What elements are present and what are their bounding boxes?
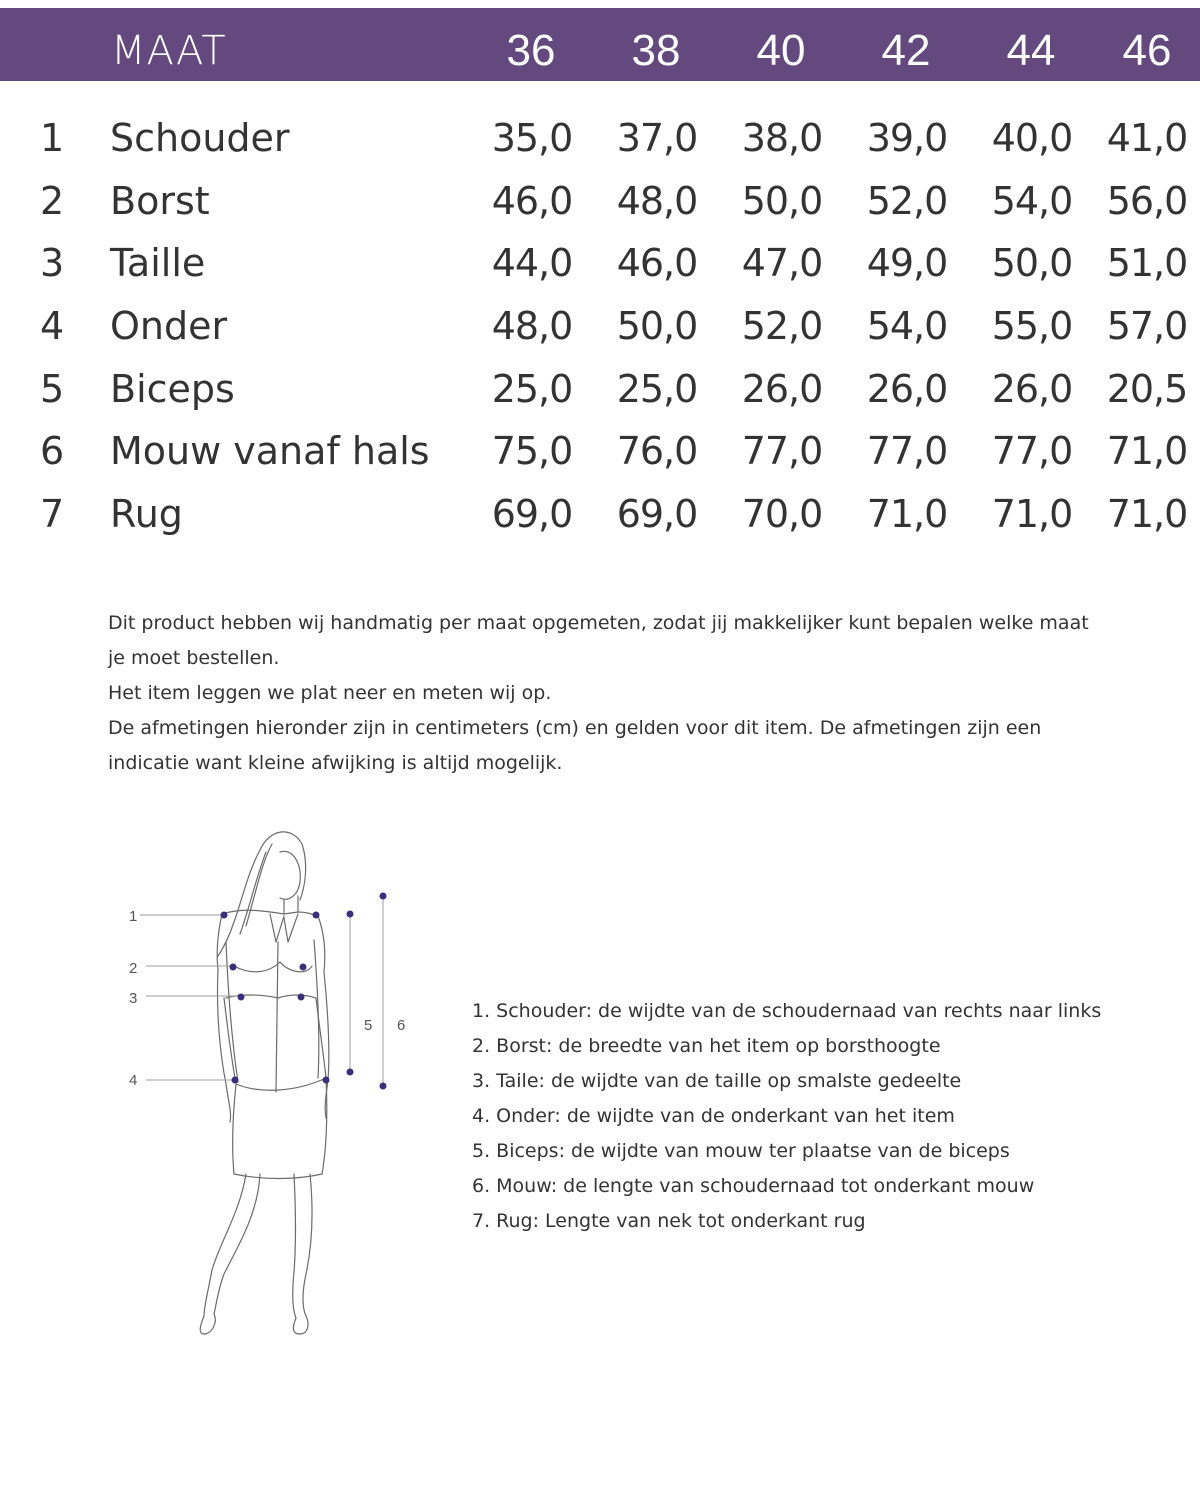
intro-paragraph: Dit product hebben wij handmatig per maat opgemeten, zodat jij makkelijker kunt bepalen welke maat je moet bestellen.: [108, 612, 1089, 669]
table-cell: 71,0: [1106, 429, 1188, 473]
table-cell: 57,0: [1106, 304, 1188, 348]
row-label: Mouw vanaf hals: [110, 429, 430, 473]
table-cell: 50,0: [991, 241, 1073, 285]
table-cell: 69,0: [616, 492, 698, 536]
table-cell: 71,0: [1106, 492, 1188, 536]
legend-item: 4. Onder: de wijdte van de onderkant van het item: [472, 1105, 955, 1127]
legend-item: 7. Rug: Lengte van nek tot onderkant rug: [472, 1210, 866, 1232]
row-label: Rug: [110, 492, 183, 536]
table-cell: 48,0: [491, 304, 573, 348]
intro-paragraph: Het item leggen we plat neer en meten wij op.: [108, 682, 552, 704]
table-cell: 47,0: [741, 241, 823, 285]
size-header-42: 42: [881, 26, 931, 75]
figure-marker-4: 4: [129, 1072, 138, 1089]
row-number: 5: [40, 367, 65, 411]
table-cell: 70,0: [741, 492, 823, 536]
table-cell: 50,0: [741, 179, 823, 223]
legend-item: 2. Borst: de breedte van het item op borsthoogte: [472, 1035, 941, 1057]
table-cell: 56,0: [1106, 179, 1188, 223]
size-header-44: 44: [1006, 26, 1056, 75]
row-number: 2: [40, 179, 65, 223]
intro-paragraph: De afmetingen hieronder zijn in centimeters (cm) en gelden voor dit item. De afmetingen zijn een indicatie want kleine afwijking is altijd mogelijk.: [108, 717, 1042, 774]
table-cell: 71,0: [866, 492, 948, 536]
table-cell: 55,0: [991, 304, 1073, 348]
table-cell: 69,0: [491, 492, 573, 536]
table-cell: 26,0: [866, 367, 948, 411]
table-cell: 39,0: [866, 116, 948, 160]
table-cell: 38,0: [741, 116, 823, 160]
row-number: 6: [40, 429, 65, 473]
table-cell: 46,0: [491, 179, 573, 223]
table-cell: 46,0: [616, 241, 698, 285]
table-cell: 54,0: [991, 179, 1073, 223]
figure-marker-5: 5: [364, 1017, 373, 1034]
table-cell: 77,0: [741, 429, 823, 473]
row-number: 7: [40, 492, 65, 536]
figure-marker-3: 3: [129, 990, 138, 1007]
size-header-band: [0, 8, 1200, 81]
row-label: Taille: [110, 241, 206, 285]
legend-item: 1. Schouder: de wijdte van de schoudernaad van rechts naar links: [472, 1000, 1102, 1022]
table-cell: 26,0: [991, 367, 1073, 411]
table-cell: 25,0: [491, 367, 573, 411]
size-header-38: 38: [631, 26, 681, 75]
table-cell: 51,0: [1106, 241, 1188, 285]
table-cell: 41,0: [1106, 116, 1188, 160]
measurement-figure: [120, 822, 420, 1342]
table-cell: 48,0: [616, 179, 698, 223]
table-cell: 54,0: [866, 304, 948, 348]
size-header-label: MAAT: [111, 28, 227, 74]
table-cell: 75,0: [491, 429, 573, 473]
table-cell: 49,0: [866, 241, 948, 285]
measurement-legend: [472, 994, 1172, 1239]
table-cell: 37,0: [616, 116, 698, 160]
table-cell: 52,0: [866, 179, 948, 223]
size-header-36: 36: [506, 26, 556, 75]
legend-item: 6. Mouw: de lengte van schoudernaad tot onderkant mouw: [472, 1175, 1035, 1197]
row-label: Biceps: [110, 367, 235, 411]
table-cell: 50,0: [616, 304, 698, 348]
row-label: Borst: [110, 179, 210, 223]
table-cell: 35,0: [491, 116, 573, 160]
table-cell: 76,0: [616, 429, 698, 473]
table-cell: 25,0: [616, 367, 698, 411]
figure-marker-1: 1: [129, 908, 138, 925]
table-cell: 20,5: [1106, 367, 1188, 411]
legend-item: 3. Taile: de wijdte van de taille op smalste gedeelte: [472, 1070, 962, 1092]
figure-marker-2: 2: [129, 960, 138, 977]
row-number: 3: [40, 241, 65, 285]
table-cell: 77,0: [991, 429, 1073, 473]
legend-item: 5. Biceps: de wijdte van mouw ter plaatse van de biceps: [472, 1140, 1010, 1162]
table-cell: 52,0: [741, 304, 823, 348]
row-number: 4: [40, 304, 65, 348]
row-label: Onder: [110, 304, 228, 348]
table-cell: 44,0: [491, 241, 573, 285]
figure-marker-6: 6: [397, 1017, 406, 1034]
row-number: 1: [40, 116, 65, 160]
table-cell: 71,0: [991, 492, 1073, 536]
woman-line-drawing: [120, 822, 420, 1342]
size-header-46: 46: [1122, 26, 1172, 75]
size-header-40: 40: [756, 26, 806, 75]
intro-text: [108, 606, 1108, 781]
table-cell: 77,0: [866, 429, 948, 473]
table-cell: 40,0: [991, 116, 1073, 160]
table-cell: 26,0: [741, 367, 823, 411]
row-label: Schouder: [110, 116, 290, 160]
